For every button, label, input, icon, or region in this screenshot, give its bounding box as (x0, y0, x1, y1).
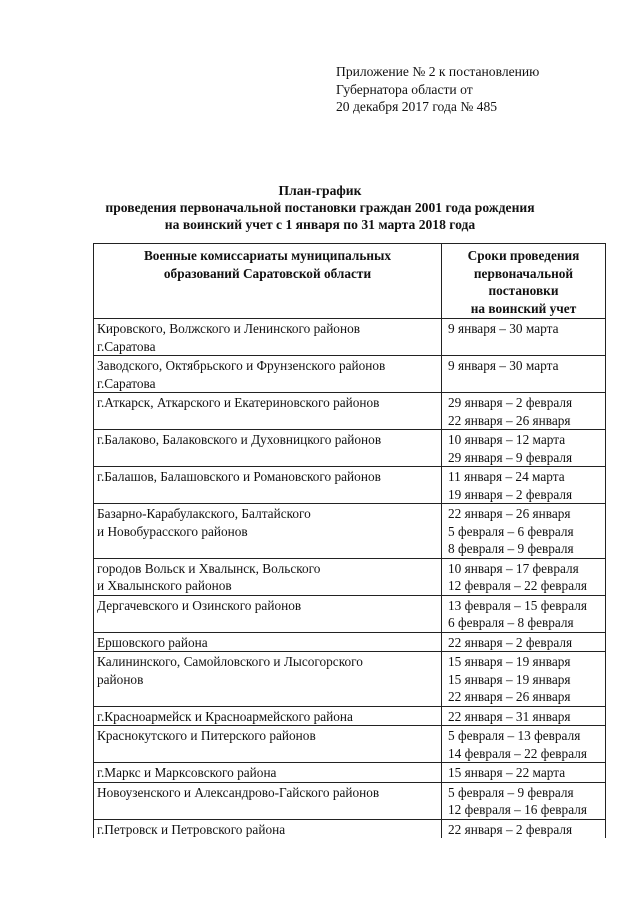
schedule-body (94, 319, 606, 839)
commissariat-line: г.Петровск и Петровского района (97, 821, 286, 837)
date-range: 12 февраля – 22 февраля (448, 578, 587, 593)
date-range: 5 февраля – 6 февраля (448, 523, 574, 539)
header-line: первоначальной (473, 265, 574, 281)
dates-cell (442, 430, 606, 467)
commissariat-line: Заводского, Октябрьского и Фрунзенского районов (97, 358, 386, 373)
date-range: 8 февраля – 9 февраля (448, 541, 574, 556)
header-line: Сроки проведения (467, 248, 580, 263)
date-range: 22 января – 26 января (448, 689, 571, 704)
commissariat-cell (94, 763, 442, 783)
commissariat-cell (94, 632, 442, 652)
date-range: 29 января – 9 февраля (448, 449, 573, 465)
commissariat-line: г.Балашов, Балашовского и Романовского районов (97, 469, 381, 484)
commissariat-cell (94, 652, 442, 707)
commissariat-line: Краснокутского и Питерского районов (97, 728, 316, 743)
commissariat-line: г.Красноармейск и Красноармейского района (97, 708, 353, 724)
dates-cell (442, 467, 606, 504)
commissariat-line: и Хвалынского районов (97, 578, 232, 593)
date-range: 12 февраля – 16 февраля (448, 802, 587, 817)
commissariat-cell (94, 726, 442, 763)
commissariat-line: г.Балаково, Балаковского и Духовницкого районов (97, 432, 382, 447)
appendix-note (336, 63, 539, 116)
dates-cell (442, 356, 606, 393)
commissariat-line: Кировского, Волжского и Ленинского районов (97, 321, 360, 336)
commissariat-cell (94, 706, 442, 726)
date-range: 22 января – 26 января (448, 506, 571, 521)
table-row (94, 819, 606, 838)
dates-cell (442, 819, 606, 838)
commissariat-line: Новоузенского и Александрово-Гайского районов (97, 784, 380, 800)
header-line: образований Саратовской области (163, 265, 372, 281)
header-line: на воинский учет (470, 300, 577, 316)
table-row (94, 504, 606, 559)
date-range: 9 января – 30 марта (448, 321, 559, 336)
commissariat-line: районов (97, 671, 144, 687)
dates-cell (442, 706, 606, 726)
commissariat-line: г.Саратова (97, 375, 156, 391)
dates-cell (442, 595, 606, 632)
table-row (94, 632, 606, 652)
commissariat-line: г.Аткарск, Аткарского и Екатериновского районов (97, 395, 380, 410)
commissariat-line: и Новобурасского районов (97, 523, 248, 539)
appendix-line: Губернатора области от (336, 81, 473, 97)
appendix-line: 20 декабря 2017 года № 485 (336, 99, 498, 114)
date-range: 14 февраля – 22 февраля (448, 745, 587, 761)
commissariat-cell (94, 504, 442, 559)
commissariat-line: Базарно-Карабулакского, Балтайского (97, 506, 311, 521)
dates-cell (442, 319, 606, 356)
table-row (94, 706, 606, 726)
table-row (94, 652, 606, 707)
document-title (0, 182, 640, 233)
commissariat-line: городов Вольск и Хвалынск, Вольского (97, 560, 321, 576)
date-range: 6 февраля – 8 февраля (448, 615, 574, 630)
table-row (94, 726, 606, 763)
dates-cell (442, 782, 606, 819)
date-range: 22 января – 2 февраля (448, 821, 573, 837)
commissariat-line: Ершовского района (97, 634, 208, 650)
date-range: 5 февраля – 9 февраля (448, 784, 574, 800)
commissariat-cell (94, 467, 442, 504)
date-range: 22 января – 31 января (448, 708, 571, 724)
date-range: 15 января – 22 марта (448, 765, 566, 780)
table-header-row (94, 244, 606, 319)
commissariat-cell (94, 319, 442, 356)
header-line: постановки (488, 283, 559, 298)
commissariat-line: Дергачевского и Озинского районов (97, 597, 302, 613)
table-row (94, 319, 606, 356)
date-range: 29 января – 2 февраля (448, 395, 573, 410)
commissariat-cell (94, 819, 442, 838)
commissariat-line: г.Маркс и Марксовского района (97, 765, 277, 780)
commissariat-line: г.Саратова (97, 338, 156, 354)
table-row (94, 356, 606, 393)
date-range: 11 января – 24 марта (448, 469, 565, 484)
commissariat-cell (94, 393, 442, 430)
date-range: 10 января – 12 марта (448, 432, 566, 447)
dates-cell (442, 763, 606, 783)
commissariat-cell (94, 558, 442, 595)
title-line: проведения первоначальной постановки граждан 2001 года рождения (105, 200, 535, 215)
date-range: 22 января – 2 февраля (448, 634, 573, 650)
appendix-line: Приложение № 2 к постановлению (336, 64, 540, 79)
date-range: 15 января – 19 января (448, 671, 571, 687)
header-line: Военные комиссариаты муниципальных (143, 248, 392, 263)
dates-cell (442, 393, 606, 430)
dates-cell (442, 504, 606, 559)
table-row (94, 393, 606, 430)
table-row (94, 430, 606, 467)
dates-cell (442, 726, 606, 763)
date-range: 9 января – 30 марта (448, 358, 559, 373)
dates-cell (442, 558, 606, 595)
date-range: 15 января – 19 января (448, 654, 571, 669)
date-range: 10 января – 17 февраля (448, 560, 579, 576)
table-row (94, 595, 606, 632)
date-range: 13 февраля – 15 февраля (448, 597, 587, 613)
dates-cell (442, 632, 606, 652)
commissariat-cell (94, 356, 442, 393)
title-line: План-график (278, 183, 362, 198)
dates-cell (442, 652, 606, 707)
table-row (94, 467, 606, 504)
header-commissariats (94, 244, 442, 319)
table-row (94, 558, 606, 595)
schedule-table (93, 243, 606, 838)
title-line: на воинский учет с 1 января по 31 марта 2018 года (164, 217, 476, 232)
date-range: 19 января – 2 февраля (448, 486, 573, 502)
table-row (94, 782, 606, 819)
table-row (94, 763, 606, 783)
commissariat-cell (94, 782, 442, 819)
commissariat-cell (94, 430, 442, 467)
commissariat-cell (94, 595, 442, 632)
date-range: 5 февраля – 13 февраля (448, 728, 581, 743)
commissariat-line: Калининского, Самойловского и Лысогорского (97, 654, 363, 669)
date-range: 22 января – 26 января (448, 412, 571, 428)
header-dates (442, 244, 606, 319)
